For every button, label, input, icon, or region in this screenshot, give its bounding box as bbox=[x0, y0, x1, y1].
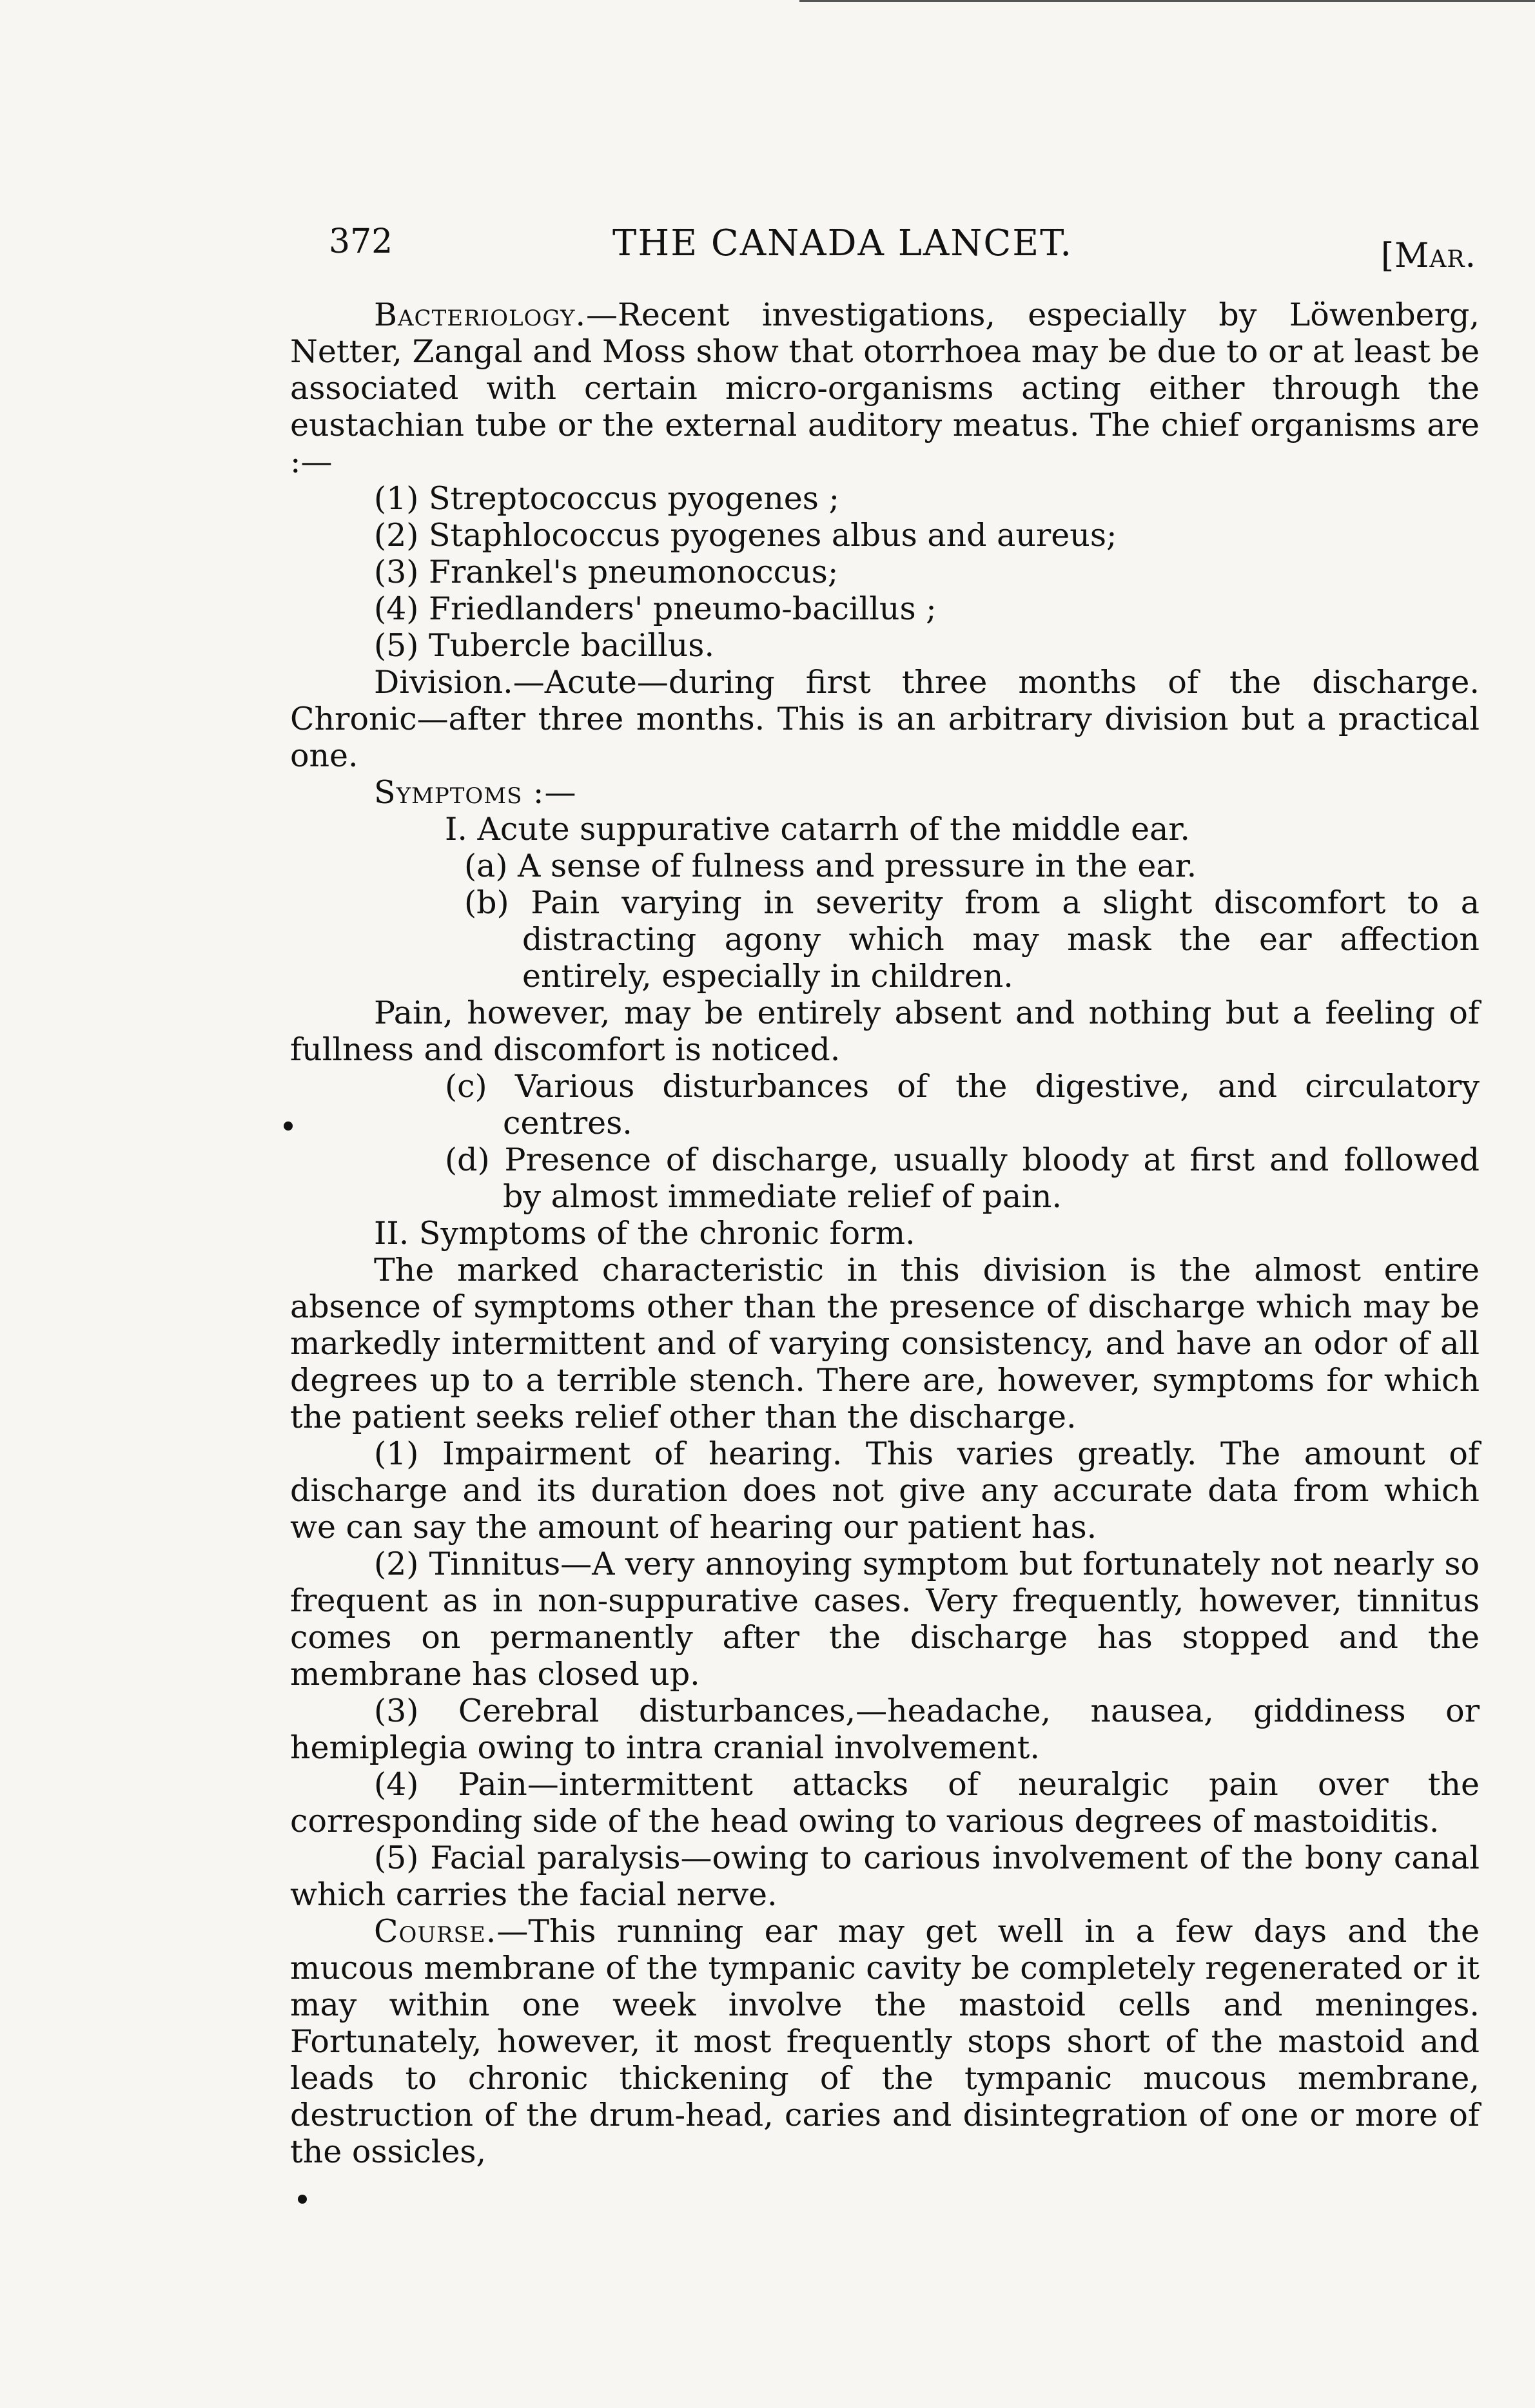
acute-title: I. Acute suppurative catarrh of the middle ear. bbox=[445, 811, 1190, 848]
chronic-title: II. Symptoms of the chronic form. bbox=[374, 1215, 915, 1252]
organism-item: (3) Frankel's pneumonoccus; bbox=[374, 554, 839, 590]
course-heading: Course. bbox=[374, 1913, 497, 1950]
chronic-item-2: (2) Tinnitus—A very annoying symptom but fortunately not nearly so frequent as in non-suppurative cases. Very frequently, however, tinnitus comes on permanently after the discharge has stopped and the membrane has closed up. bbox=[290, 1546, 1480, 1693]
chronic-item-1: (1) Impairment of hearing. This varies greatly. The amount of discharge and its duration does not give any accurate data from which we can say the amount of hearing our patient has. bbox=[290, 1435, 1480, 1546]
chronic-item-5: (5) Facial paralysis—owing to carious involvement of the bony canal which carries the facial nerve. bbox=[290, 1840, 1480, 1913]
top-rule bbox=[799, 0, 1535, 7]
course-paragraph bbox=[290, 1913, 1480, 2170]
journal-title: THE CANADA LANCET. bbox=[612, 222, 1073, 264]
article-body bbox=[290, 296, 1480, 2170]
bacteriology-paragraph bbox=[290, 296, 1480, 480]
chronic-item-4: (4) Pain—intermittent attacks of neuralgic pain over the corresponding side of the head owing to various degrees of mastoiditis. bbox=[290, 1766, 1480, 1840]
pain-note: Pain, however, may be entirely absent and nothing but a feeling of fullness and discomfort is noticed. bbox=[290, 995, 1480, 1068]
acute-item-b: (b) Pain varying in severity from a slight discomfort to a distracting agony which may mask the ear affection entirely, especially in children. bbox=[464, 884, 1480, 995]
symptoms-heading: Symptoms :— bbox=[374, 774, 577, 811]
running-header bbox=[322, 222, 1476, 280]
issue-month: [Mar. bbox=[1380, 237, 1476, 275]
organism-item: (1) Streptococcus pyogenes ; bbox=[374, 480, 840, 517]
ink-spot bbox=[284, 1121, 293, 1131]
page-number: 372 bbox=[329, 222, 393, 261]
chronic-item-3: (3) Cerebral disturbances,—headache, nausea, giddiness or hemiplegia owing to intra cranial involvement. bbox=[290, 1693, 1480, 1766]
organism-item: (2) Staphlococcus pyogenes albus and aureus; bbox=[374, 517, 1117, 554]
chronic-intro: The marked characteristic in this division is the almost entire absence of symptoms other than the presence of discharge which may be markedly intermittent and of varying consistency, and have an odor of all degrees up to a terrible stench. There are, however, symptoms for which the patient seeks relief other than the discharge. bbox=[290, 1252, 1480, 1435]
course-text: —This running ear may get well in a few days and the mucous membrane of the tympanic cavity be completely regenerated or it may within one week involve the mastoid cells and meninges. Fortunately, however, it most frequently stops short of the mastoid and leads to chronic thickening of the tympanic mucous membrane, destruction of the drum-head, caries and disintegration of one or more of the ossicles, bbox=[290, 1913, 1480, 2170]
organism-item: (4) Friedlanders' pneumo-bacillus ; bbox=[374, 590, 937, 627]
bacteriology-heading: Bacteriology. bbox=[374, 296, 587, 333]
acute-item-d: (d) Presence of discharge, usually bloody at first and followed by almost immediate relief of pain. bbox=[445, 1141, 1480, 1215]
organism-item: (5) Tubercle bacillus. bbox=[374, 627, 715, 664]
ink-spot bbox=[298, 2195, 307, 2204]
bacteriology-text: —Recent investigations, especially by Löwenberg, Netter, Zangal and Moss show that otorrhoea may be due to or at least be associated with certain micro-organisms acting either through the eustachian tube or the external auditory meatus. The chief organisms are :— bbox=[290, 296, 1480, 480]
division-paragraph: Division.—Acute—during first three months of the discharge. Chronic—after three months. This is an arbitrary division but a practical one. bbox=[290, 664, 1480, 774]
acute-item-a: (a) A sense of fulness and pressure in the ear. bbox=[464, 848, 1197, 884]
acute-item-c: (c) Various disturbances of the digestive, and circulatory centres. bbox=[445, 1068, 1480, 1141]
